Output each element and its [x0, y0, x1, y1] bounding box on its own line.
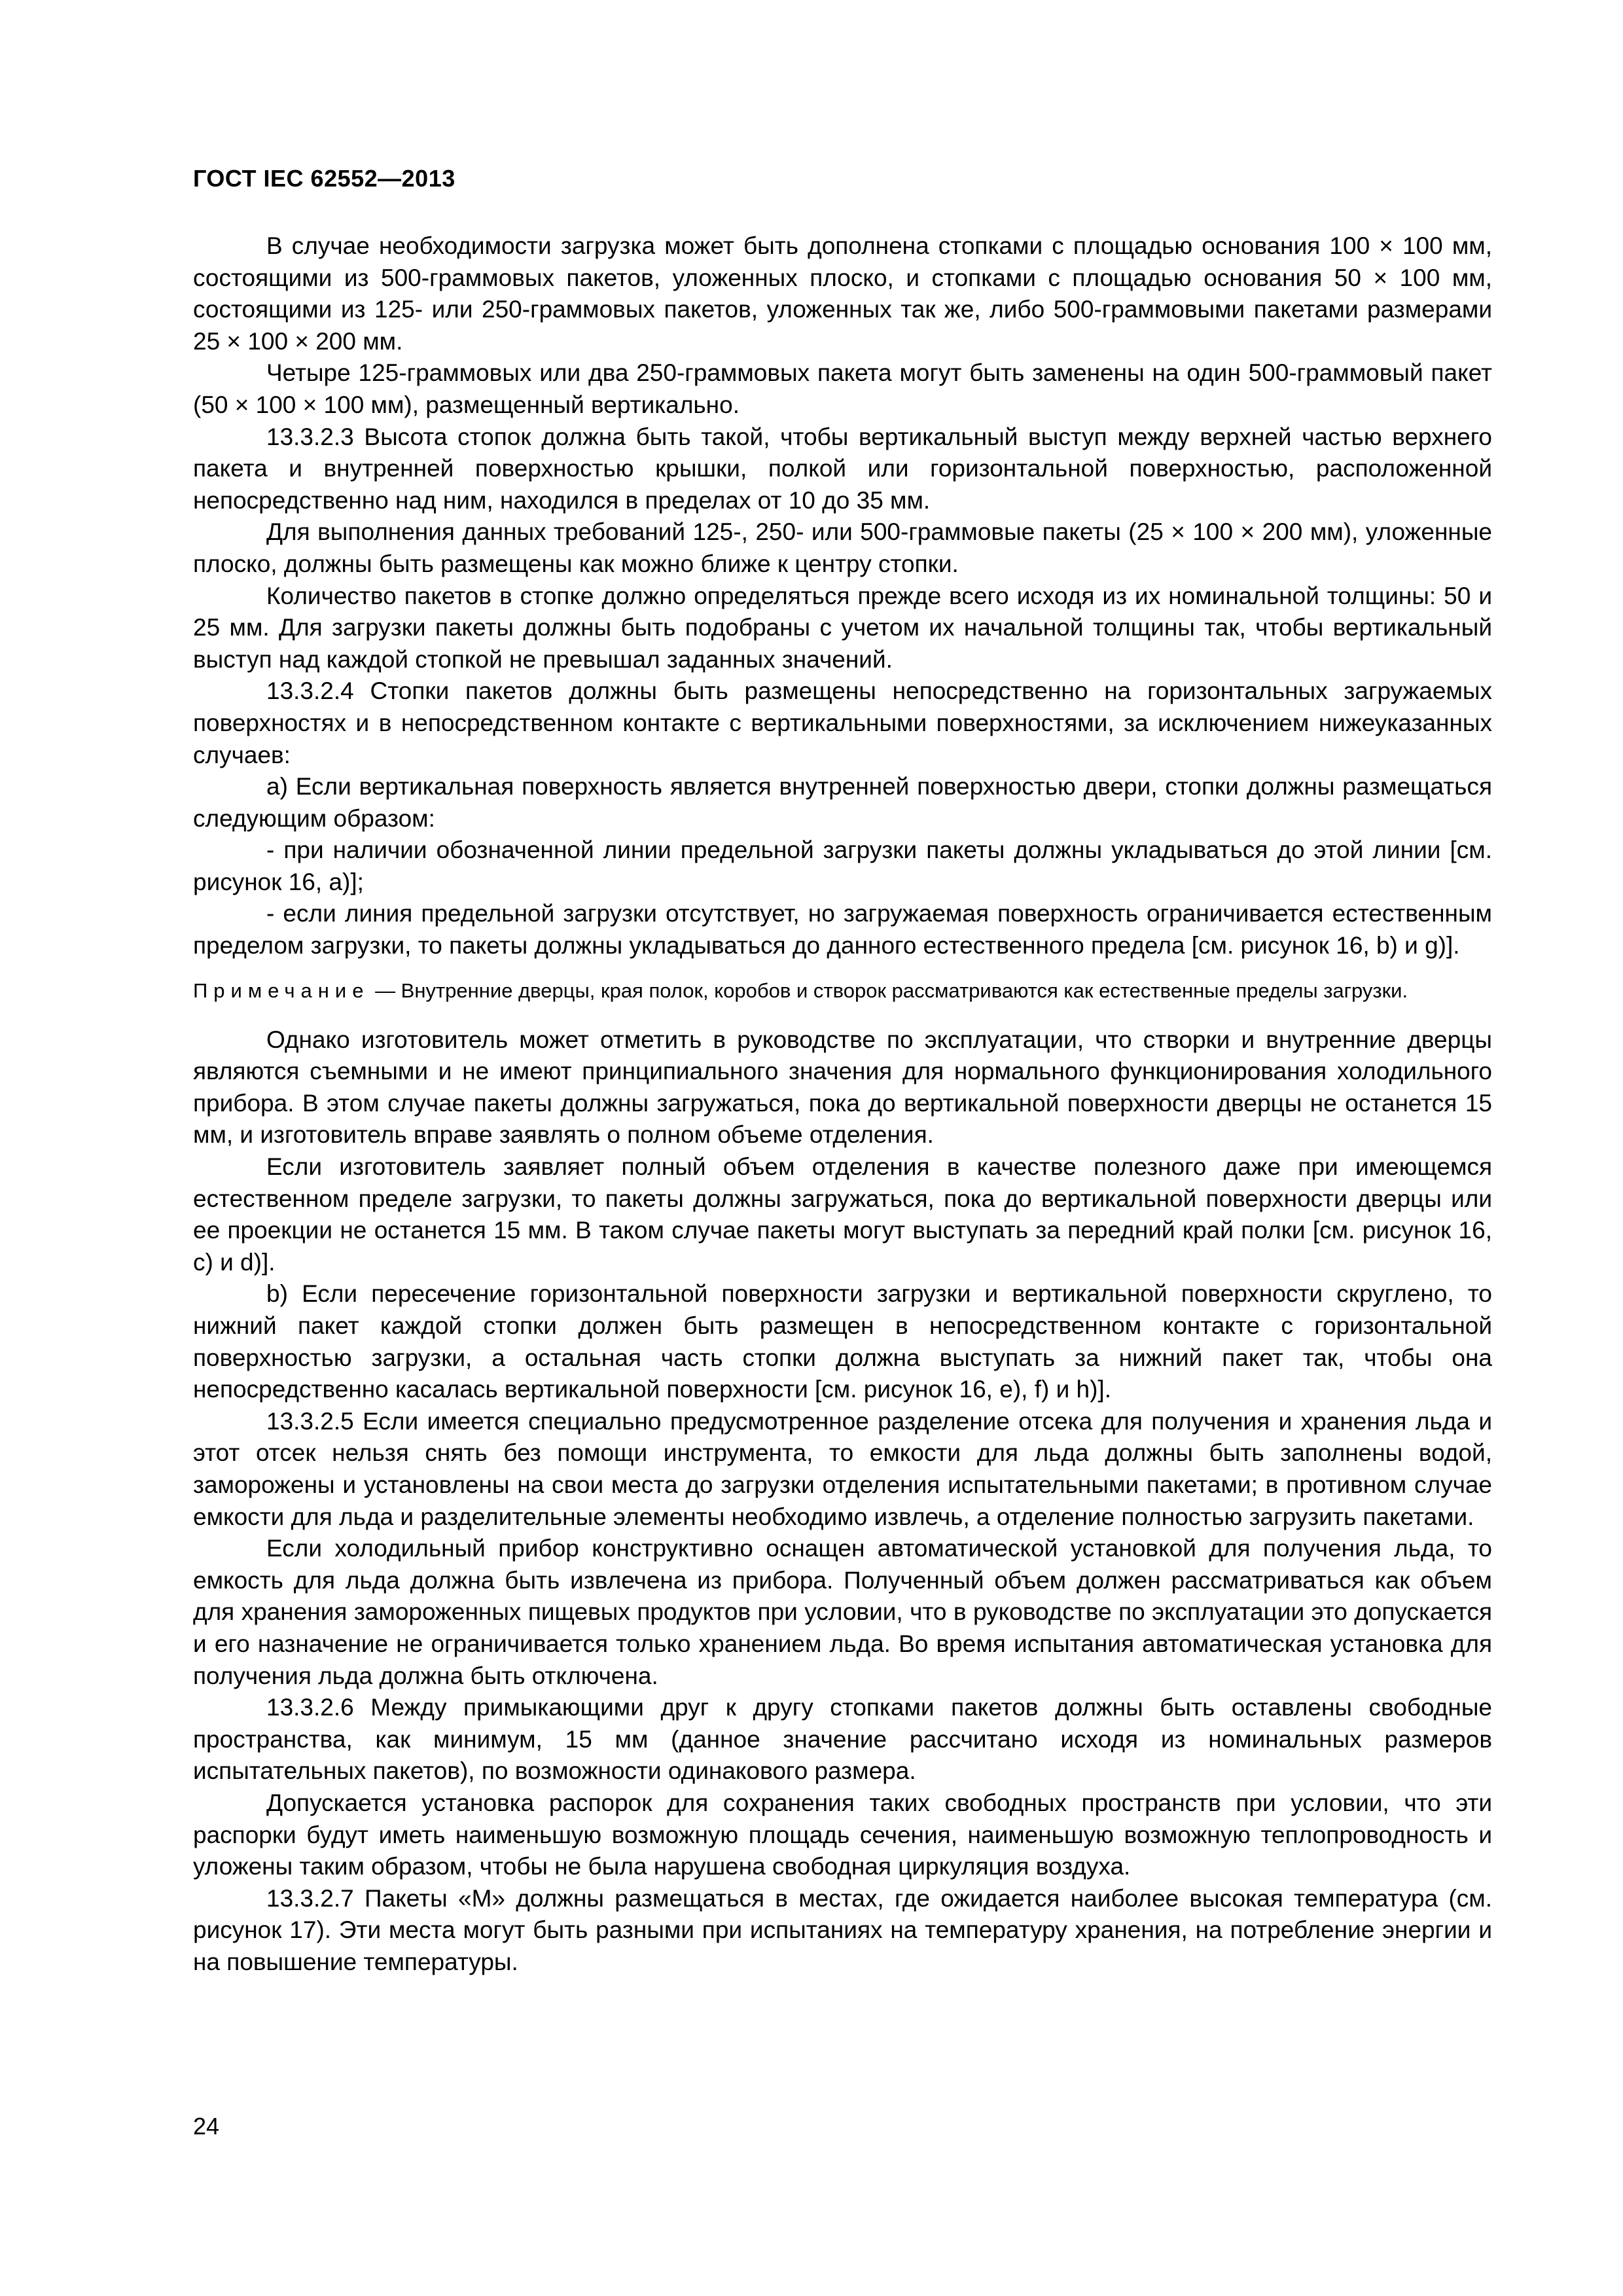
clause-13-3-2-5: 13.3.2.5 Если имеется специально предусмотренное разделение отсека для получения и хранения льда и этот отсек нельзя снять без помощи инструмента, то емкости для льда должны быть заполнены водой, заморожены и установлены на свои места до загрузки отделения испытательными пакетами; в противном случае емкости для льда и разделительные элементы необходимо извлечь, а отделение полностью загрузить пакетами. [193, 1407, 1492, 1530]
paragraph: Четыре 125-граммовых или два 250-граммовых пакета могут быть заменены на один 500-граммовый пакет (50 × 100 × 100 мм), размещенный вертикально. [193, 359, 1492, 418]
note-label: Примечание [193, 978, 370, 1002]
page-number: 24 [193, 2113, 220, 2140]
paragraph: Допускается установка распорок для сохранения таких свободных пространств при условии, что эти распорки будут иметь наименьшую возможную площадь сечения, наименьшую возможную теплопроводность и уложены таким образом, чтобы не была нарушена свободная циркуляция воздуха. [193, 1789, 1492, 1880]
paragraph: Для выполнения данных требований 125-, 250- или 500-граммовые пакеты (25 × 100 × 200 мм), уложенные плоско, должны быть размещены как можно ближе к центру стопки. [193, 518, 1492, 577]
paragraph: Если изготовитель заявляет полный объем отделения в качестве полезного даже при имеющемся естественном пределе загрузки, то пакеты должны загружаться, пока до вертикальной поверхности дверцы или ее проекции не останется 15 мм. В таком случае пакеты могут выступать за передний край полки [см. рисунок 16, c) и d)]. [193, 1153, 1492, 1276]
paragraph: Если холодильный прибор конструктивно оснащен автоматической установкой для получения льда, то емкость для льда должна быть извлечена из прибора. Полученный объем должен рассматриваться как объем для хранения замороженных пищевых продуктов при условии, что в руководстве по эксплуатации это допускается и его назначение не ограничивается только хранением льда. Во время испытания автоматическая установка для получения льда должна быть отключена. [193, 1535, 1492, 1689]
paragraph: Однако изготовитель может отметить в руководстве по эксплуатации, что створки и внутренние дверцы являются съемными и не имеют принципиального значения для нормального функционирования холодильного прибора. В этом случае пакеты должны загружаться, пока до вертикальной поверхности дверцы не останется 15 мм, и изготовитель вправе заявлять о полном объеме отделения. [193, 1026, 1492, 1149]
body-text [193, 230, 1492, 1978]
list-item-dash: - если линия предельной загрузки отсутствует, но загружаемая поверхность ограничивается естественным пределом загрузки, то пакеты должны укладываться до данного естественного предела [см. рисунок 16, b) и g)]. [193, 900, 1492, 960]
list-item-a: a) Если вертикальная поверхность является внутренней поверхностью двери, стопки должны размещаться следующим образом: [193, 773, 1492, 832]
clause-13-3-2-3: 13.3.2.3 Высота стопок должна быть такой, чтобы вертикальный выступ между верхней частью верхнего пакета и внутренней поверхностью крышки, полкой или горизонтальной поверхностью, расположенной непосредственно над ним, находился в пределах от 10 до 35 мм. [193, 423, 1492, 514]
standard-header: ГОСТ IEC 62552—2013 [193, 165, 455, 192]
paragraph: Количество пакетов в стопке должно определяться прежде всего исходя из их номинальной толщины: 50 и 25 мм. Для загрузки пакеты должны быть подобраны с учетом их начальной толщины так, чтобы вертикальный выступ над каждой стопкой не превышал заданных значений. [193, 582, 1492, 673]
note-text: — Внутренние дверцы, края полок, коробов и створок рассматриваются как естественные пределы загрузки. [375, 978, 1408, 1002]
note [193, 977, 1492, 1005]
list-item-b: b) Если пересечение горизонтальной поверхности загрузки и вертикальной поверхности скруглено, то нижний пакет каждой стопки должен быть размещен в непосредственном контакте с горизонтальной поверхностью загрузки, а остальная часть стопки должна выступать за нижний пакет так, чтобы она непосредственно касалась вертикальной поверхности [см. рисунок 16, e), f) и h)]. [193, 1280, 1492, 1403]
clause-13-3-2-4: 13.3.2.4 Стопки пакетов должны быть размещены непосредственно на горизонтальных загружаемых поверхностях и в непосредственном контакте с вертикальными поверхностями, за исключением нижеуказанных случаев: [193, 677, 1492, 768]
list-item-dash: - при наличии обозначенной линии предельной загрузки пакеты должны укладываться до этой линии [см. рисунок 16, a)]; [193, 836, 1492, 895]
clause-13-3-2-6: 13.3.2.6 Между примыкающими друг к другу стопками пакетов должны быть оставлены свободные пространства, как минимум, 15 мм (данное значение рассчитано исходя из номинальных размеров испытательных пакетов), по возможности одинакового размера. [193, 1694, 1492, 1785]
clause-13-3-2-7: 13.3.2.7 Пакеты «М» должны размещаться в местах, где ожидается наиболее высокая температура (см. рисунок 17). Эти места могут быть разными при испытаниях на температуру хранения, на потребление энергии и на повышение температуры. [193, 1884, 1492, 1975]
paragraph: В случае необходимости загрузка может быть дополнена стопками с площадью основания 100 × 100 мм, состоящими из 500-граммовых пакетов, уложенных плоско, и стопками с площадью основания 50 × 100 мм, состоящими из 125- или 250-граммовых пакетов, уложенных так же, либо 500-граммовыми пакетами размерами 25 × 100 × 200 мм. [193, 232, 1492, 355]
